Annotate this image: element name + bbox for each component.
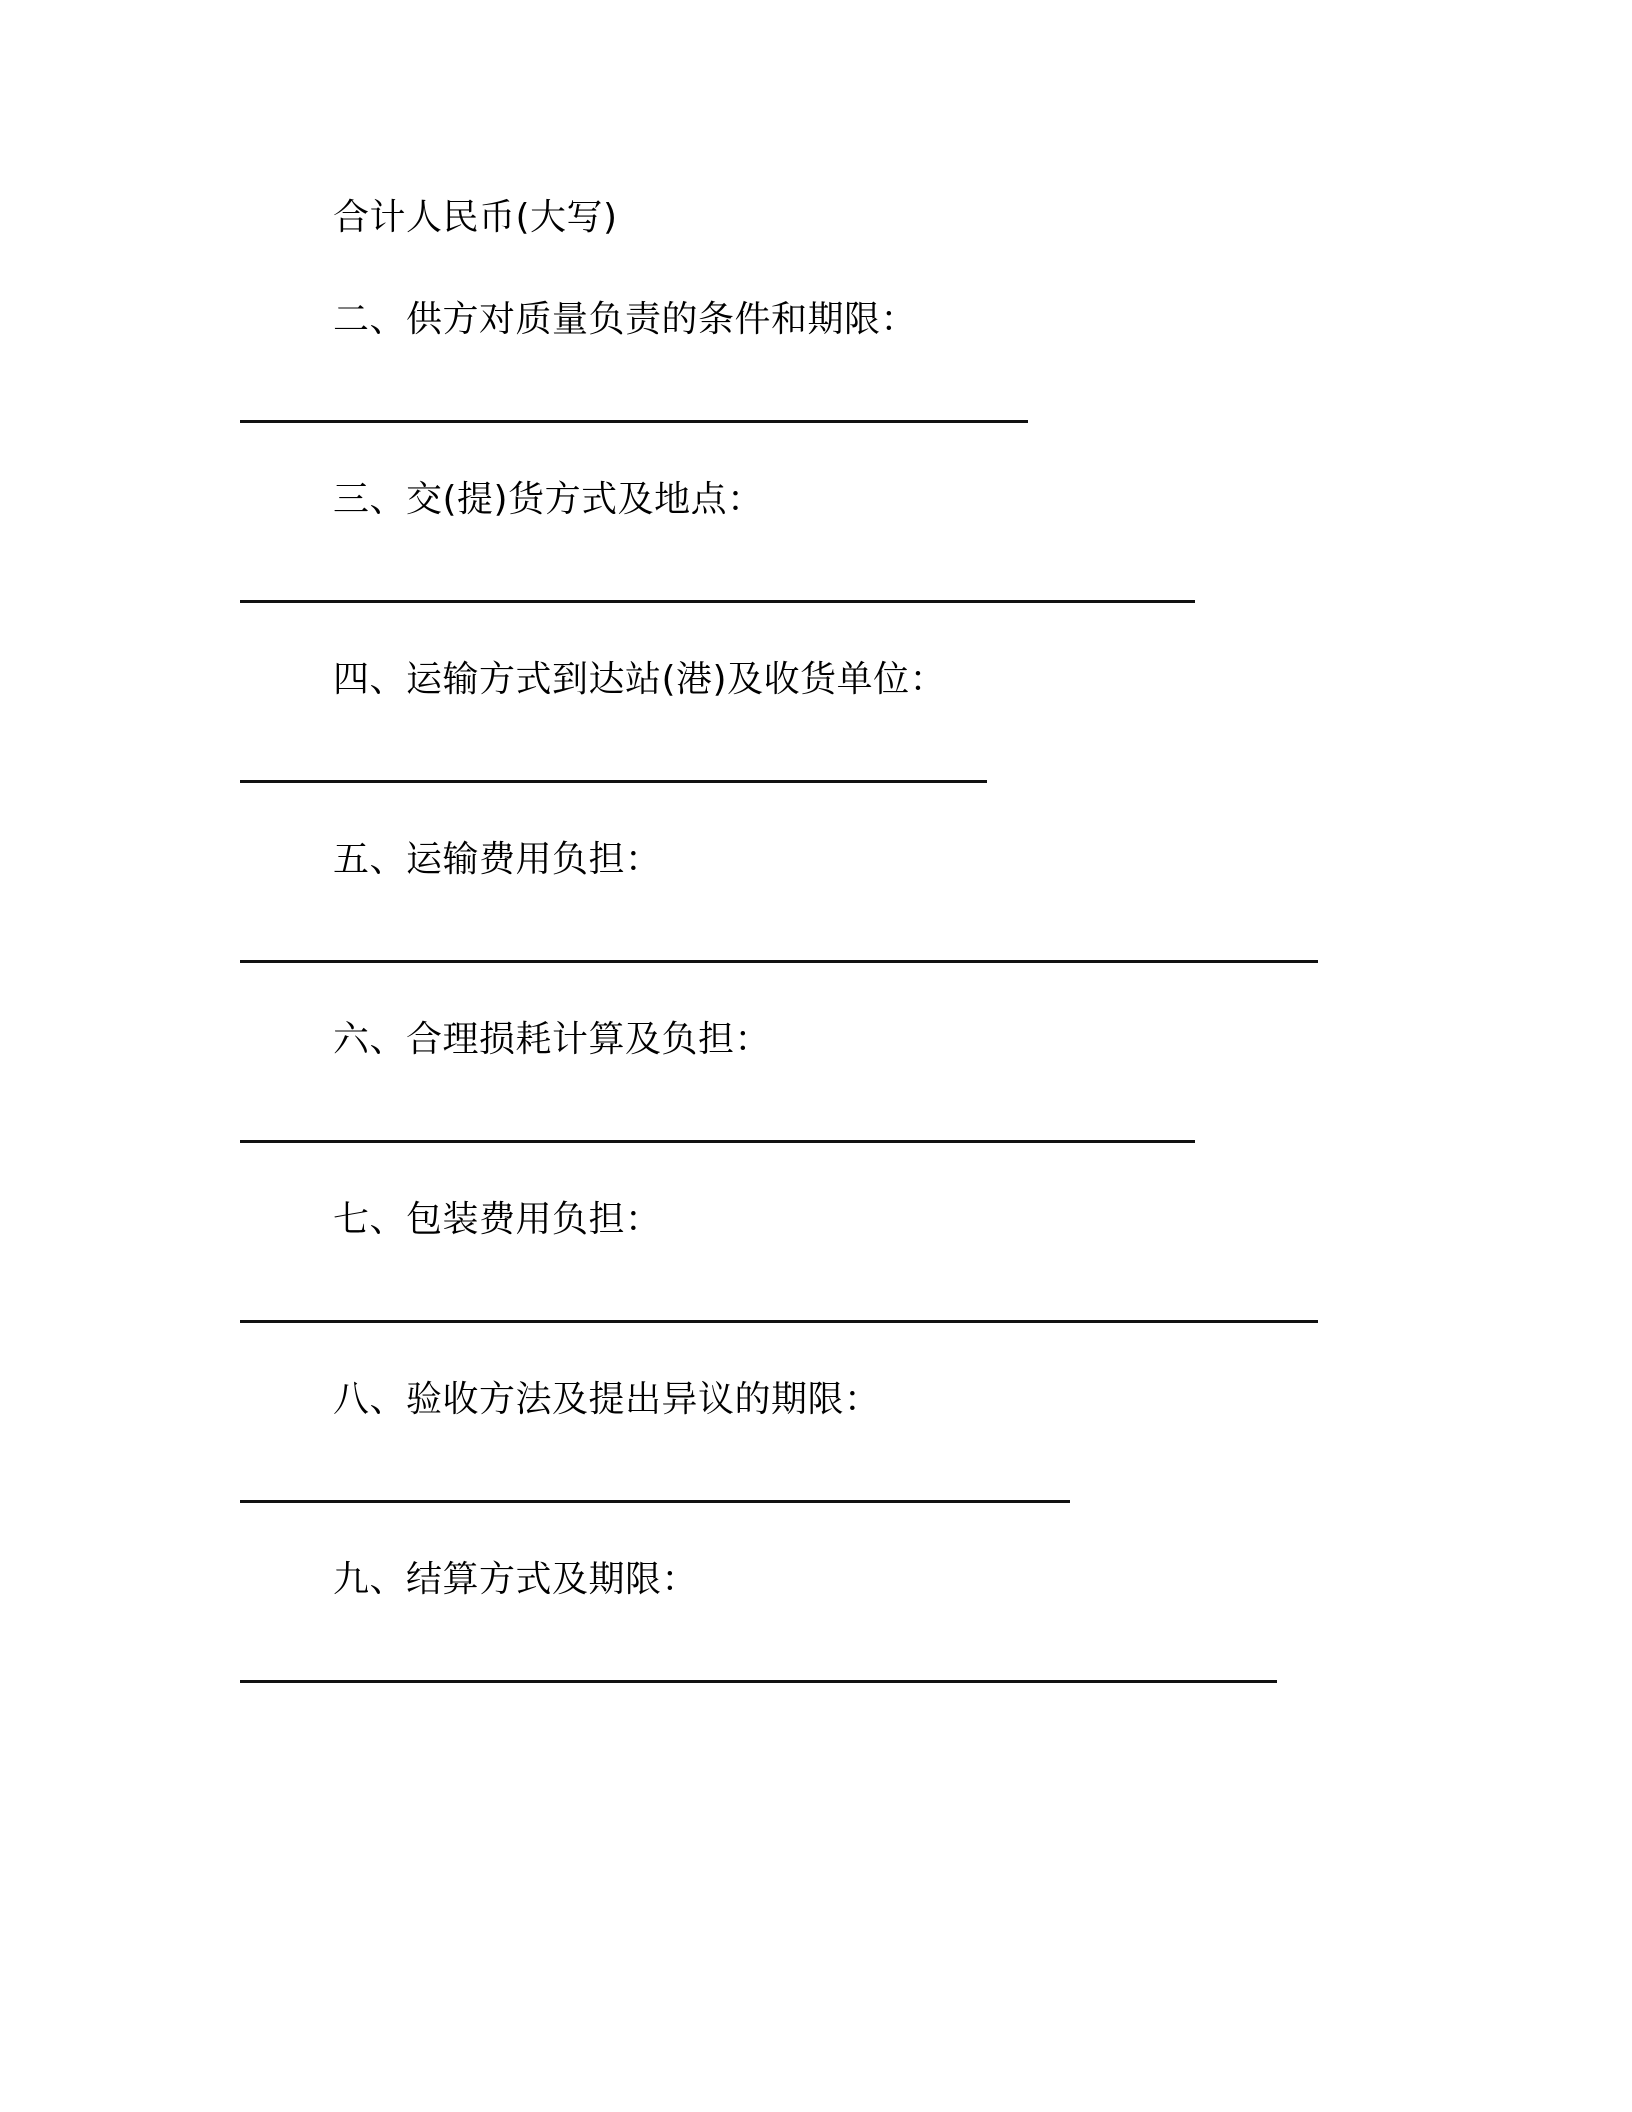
clause-8-blank-line[interactable] <box>240 1500 1070 1503</box>
clause-4-heading: 四、运输方式到达站(港)及收货单位： <box>333 659 947 700</box>
clause-6-heading: 六、合理损耗计算及负担： <box>333 1019 772 1060</box>
clause-6-blank-line[interactable] <box>240 1140 1195 1143</box>
clause-9-blank-line[interactable] <box>240 1680 1277 1683</box>
clause-3-heading: 三、交(提)货方式及地点： <box>333 479 764 520</box>
clause-8-heading: 八、验收方法及提出异议的期限： <box>333 1379 881 1420</box>
clause-4-blank-line[interactable] <box>240 780 987 783</box>
clause-2-blank-line[interactable] <box>240 420 1028 423</box>
clause-9-heading: 九、结算方式及期限： <box>333 1559 699 1600</box>
clause-7-blank-line[interactable] <box>240 1320 1318 1323</box>
clause-7-heading: 七、包装费用负担： <box>333 1199 662 1240</box>
clause-3-blank-line[interactable] <box>240 600 1195 603</box>
clause-5-blank-line[interactable] <box>240 960 1318 963</box>
clause-5-heading: 五、运输费用负担： <box>333 839 662 880</box>
total-amount-line: 合计人民币(大写) <box>333 197 618 238</box>
clause-2-heading: 二、供方对质量负责的条件和期限： <box>333 299 918 340</box>
